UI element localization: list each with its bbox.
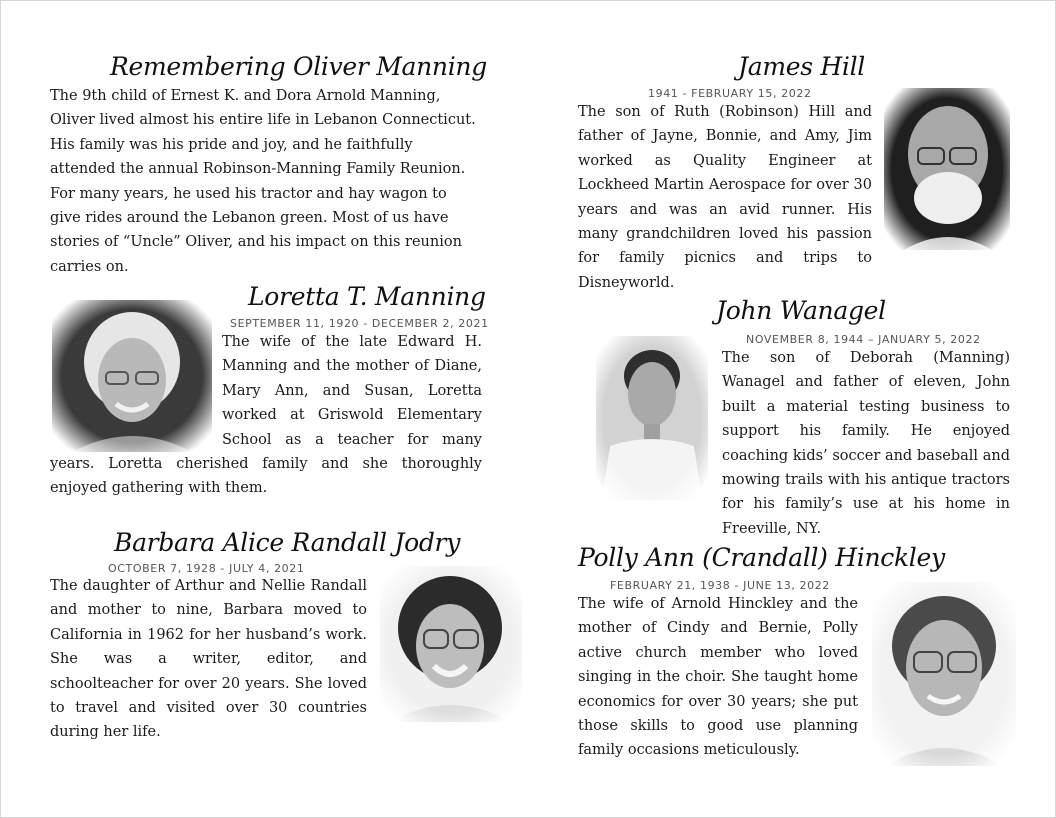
woman-with-glasses-portrait: [380, 566, 522, 722]
james-text: The son of Ruth (Robinson) Hill and father of Jayne, Bonnie, and Amy, Jim worked as Quality Engineer at Lockheed Martin Aerospace for over 30 years and was an avid runner. His many grandchildren loved his passion for family picnics and trips to Disneyworld.: [578, 104, 872, 291]
barbara-photo: [380, 566, 522, 722]
james-dates: 1941 - FEBRUARY 15, 2022: [648, 87, 812, 100]
james-photo: [884, 88, 1010, 250]
john-photo: [596, 336, 708, 500]
oliver-text: The 9th child of Ernest K. and Dora Arnold Manning, Oliver lived almost his entire life in Lebanon Connecticut. His family was his pride and joy, and he faithfully attended the annual Robinson-Manning Family Reunion. For many years, he used his tractor and hay wagon to give rides around the Lebanon green. Most of us have stories of “Uncle” Oliver, and his impact on this reunion carries on.: [50, 88, 476, 275]
oliver-title: Remembering Oliver Manning: [110, 52, 487, 81]
polly-photo: [872, 582, 1016, 766]
young-man-portrait: [596, 336, 708, 500]
polly-dates: FEBRUARY 21, 1938 - JUNE 13, 2022: [610, 579, 830, 592]
john-dates: NOVEMBER 8, 1944 – JANUARY 5, 2022: [746, 333, 981, 346]
james-title: James Hill: [738, 52, 865, 81]
barbara-text: The daughter of Arthur and Nellie Randall and mother to nine, Barbara moved to California in 1962 for her husband’s work. She was a writer, editor, and schoolteacher for over 20 years. She loved to travel and visited over 30 countries during her life.: [50, 578, 367, 741]
john-text: The son of Deborah (Manning) Wanagel and father of eleven, John built a material testing business to support his family. He enjoyed coaching kids’ soccer and baseball and mowing trails with his antique tractors for his family’s use at his home in Freeville, NY.: [722, 350, 1010, 537]
loretta-title: Loretta T. Manning: [248, 282, 486, 311]
barbara-title: Barbara Alice Randall Jodry: [114, 528, 461, 557]
loretta-photo-spacer: [50, 330, 222, 450]
loretta-text: The wife of the late Edward H. Manning and the mother of Diane, Mary Ann, and Susan, Loretta worked at Griswold Elementary School as a teacher for many years. Loretta cherished family and she thoroughly enjoyed gathering with them.: [50, 334, 482, 497]
john-title: John Wanagel: [716, 296, 886, 325]
loretta-dates: SEPTEMBER 11, 1920 - DECEMBER 2, 2021: [230, 317, 489, 330]
barbara-dates: OCTOBER 7, 1928 - JULY 4, 2021: [108, 562, 305, 575]
polly-title: Polly Ann (Crandall) Hinckley: [578, 543, 945, 572]
loretta-text-block: [50, 330, 482, 501]
bearded-man-portrait: [884, 88, 1010, 250]
polly-text: The wife of Arnold Hinckley and the mother of Cindy and Bernie, Polly active church member who loved singing in the choir. She taught home economics for over 30 years; she put those skills to good use planning family occasions meticulously.: [578, 596, 858, 759]
elderly-woman-glasses-portrait: [872, 582, 1016, 766]
